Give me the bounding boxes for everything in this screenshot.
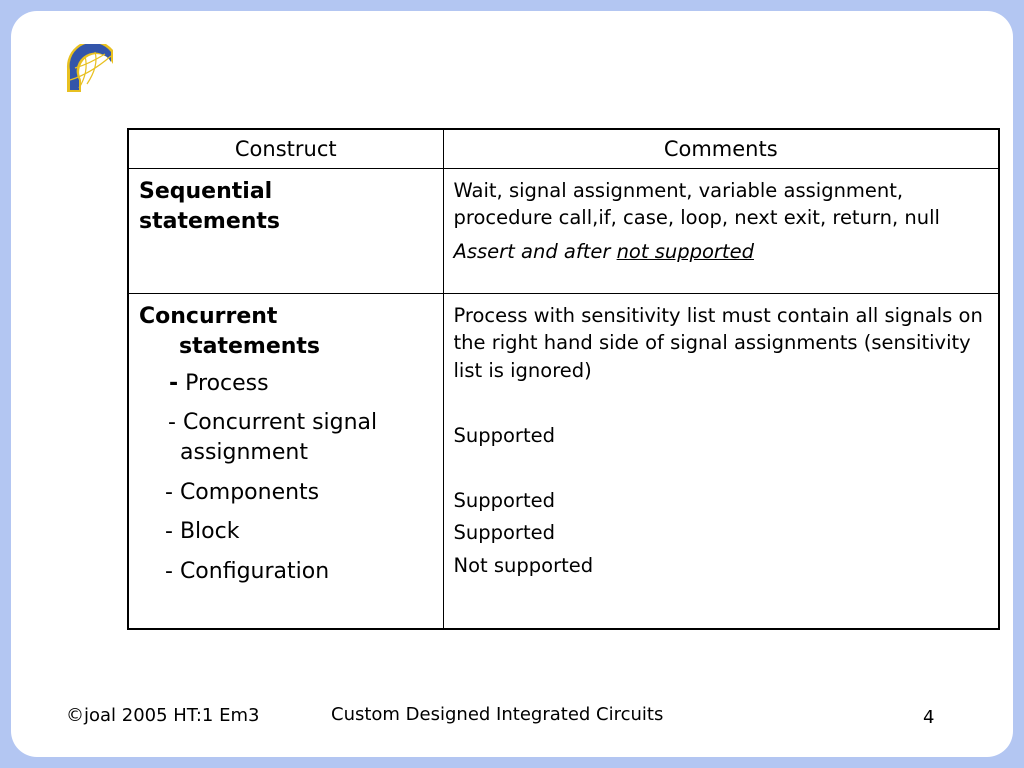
- list-item: - Concurrent signal assignment: [168, 410, 378, 466]
- header-comments: Comments: [443, 129, 999, 169]
- configuration-comment: Not supported: [453, 553, 594, 577]
- slide: [11, 11, 1013, 757]
- sequential-title: Sequential statements: [139, 179, 281, 235]
- quarter-globe-logo-icon: [65, 44, 117, 94]
- concurrent-construct-cell: [128, 294, 443, 630]
- concurrent-title: Concurrent statements: [139, 304, 321, 360]
- sequential-comment: Wait, signal assignment, variable assignment, procedure call,if, case, loop, next exit, return, null: [453, 179, 940, 230]
- signal-assignment-comment: Supported: [453, 423, 555, 447]
- footer-title: Custom Designed Integrated Circuits: [331, 704, 664, 725]
- process-comment: Process with sensitivity list must contain all signals on the right hand side of signal assignments (sensitivity list is ignored): [453, 304, 983, 382]
- components-comment: Supported: [453, 489, 555, 513]
- sequential-comment-cell: [443, 169, 999, 294]
- sequential-note: Assert and after not supported: [453, 239, 754, 263]
- list-item: - Process: [169, 370, 269, 396]
- block-comment: Supported: [453, 521, 555, 545]
- sequential-construct-cell: [128, 169, 443, 294]
- table-row-sequential: [128, 169, 999, 294]
- list-item: - Block: [165, 519, 240, 545]
- page-number: 4: [923, 707, 935, 728]
- footer-copyright: ©joal 2005 HT:1 Em3: [66, 705, 260, 726]
- list-item: - Configuration: [165, 558, 330, 584]
- table-row-concurrent: [128, 294, 999, 630]
- table-header-row: [128, 129, 999, 169]
- header-construct: Construct: [128, 129, 443, 169]
- constructs-table: [127, 128, 1000, 630]
- list-item: - Components: [165, 479, 320, 505]
- concurrent-comment-cell: [443, 294, 999, 630]
